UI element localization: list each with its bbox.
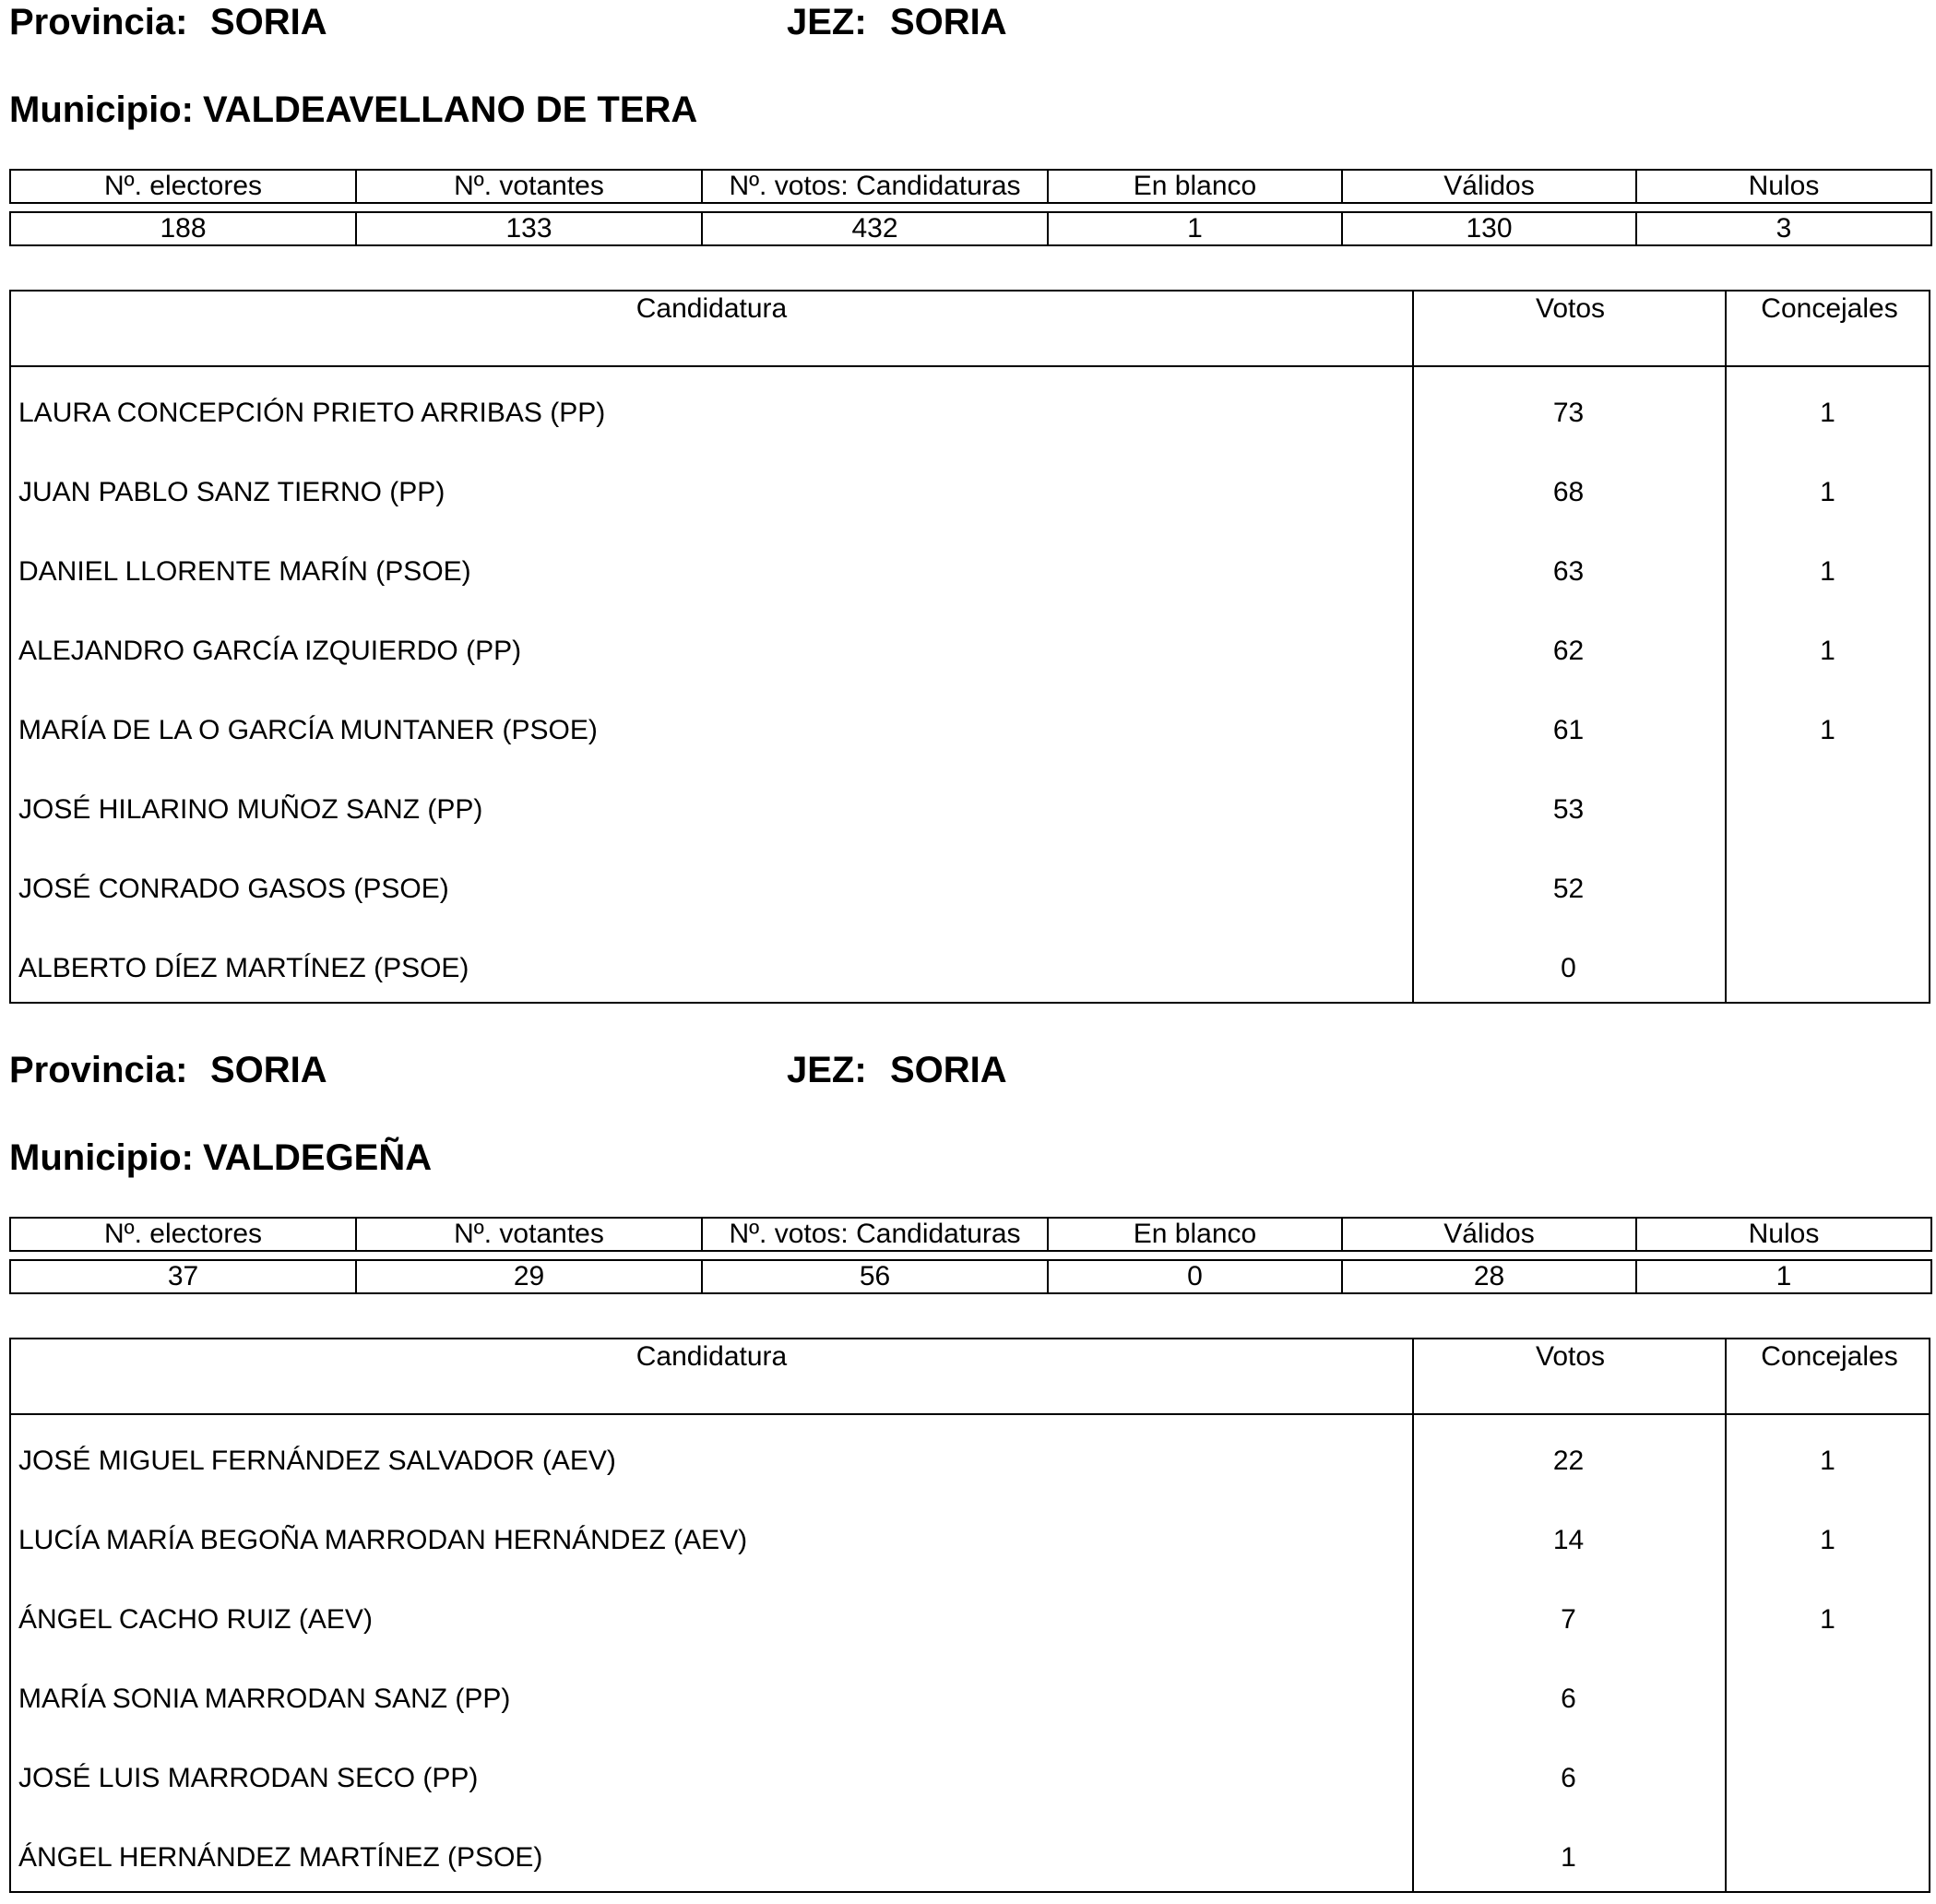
- candidate-row: [11, 367, 1929, 446]
- candidate-row: [11, 843, 1929, 922]
- column-divider: [1725, 367, 1727, 1002]
- candidate-concejales: 1: [1820, 715, 1835, 745]
- results-header-row: [11, 292, 1929, 367]
- candidate-name: JOSÉ MIGUEL FERNÁNDEZ SALVADOR (AEV): [18, 1446, 616, 1476]
- summary-value-cell: 37: [10, 1260, 356, 1293]
- candidate-name: DANIEL LLORENTE MARÍN (PSOE): [18, 556, 471, 587]
- summary-header-cell: Nº. votos: Candidaturas: [702, 170, 1048, 203]
- summary-value-cell: 3: [1636, 212, 1931, 245]
- candidate-name: JOSÉ LUIS MARRODAN SECO (PP): [18, 1763, 479, 1793]
- municipio-name: VALDEGEÑA: [202, 1137, 433, 1178]
- summary-header-cell: En blanco: [1048, 1218, 1342, 1251]
- summary-header-cell: Nº. votantes: [356, 1218, 702, 1251]
- candidate-concejales: 1: [1820, 477, 1835, 507]
- summary-header-cell: Válidos: [1342, 170, 1636, 203]
- jez-label: JEZ:: [787, 2, 867, 42]
- summary-value-cell: 56: [702, 1260, 1048, 1293]
- candidate-row: [11, 922, 1929, 1002]
- provincia-jez-line: [0, 1048, 1936, 1092]
- summary-value-cell: 432: [702, 212, 1048, 245]
- candidate-concejales: [1725, 1732, 1930, 1812]
- candidate-name: ÁNGEL HERNÁNDEZ MARTÍNEZ (PSOE): [18, 1842, 543, 1873]
- candidate-row: [11, 1653, 1929, 1732]
- candidate-concejales: [1725, 764, 1930, 843]
- candidate-concejales: [1725, 1812, 1930, 1891]
- candidate-concejales: 1: [1820, 1604, 1835, 1635]
- candidate-concejales: 1: [1820, 1446, 1835, 1476]
- candidate-concejales: [1725, 843, 1930, 922]
- provincia-value: SORIA: [210, 1050, 327, 1090]
- municipio-line: [9, 87, 697, 133]
- candidate-name: JOSÉ CONRADO GASOS (PSOE): [18, 874, 449, 904]
- summary-value-cell: 1: [1636, 1260, 1931, 1293]
- summary-header-cell: Nulos: [1636, 1218, 1931, 1251]
- summary-header-cell: Nº. votos: Candidaturas: [702, 1218, 1048, 1251]
- municipio-section: [0, 1048, 1936, 1894]
- results-table: [9, 290, 1930, 1004]
- candidate-row: [11, 1415, 1929, 1494]
- candidate-votes: 63: [1552, 556, 1585, 587]
- column-divider: [1412, 367, 1414, 1002]
- header-candidatura: Candidatura: [635, 293, 788, 324]
- candidate-concejales: [1725, 922, 1930, 1002]
- summary-value-cell: 0: [1048, 1260, 1342, 1293]
- summary-header-cell: En blanco: [1048, 170, 1342, 203]
- candidate-name: LUCÍA MARÍA BEGOÑA MARRODAN HERNÁNDEZ (AEV): [18, 1525, 748, 1555]
- candidate-votes: 7: [1561, 1604, 1576, 1635]
- candidate-name: ÁNGEL CACHO RUIZ (AEV): [18, 1604, 373, 1635]
- municipio-name: VALDEAVELLANO DE TERA: [202, 89, 698, 130]
- candidate-name: ALEJANDRO GARCÍA IZQUIERDO (PP): [18, 636, 522, 666]
- column-divider: [1725, 1415, 1727, 1891]
- header-concejales: Concejales: [1725, 1339, 1932, 1413]
- candidate-concejales: 1: [1820, 398, 1835, 428]
- candidate-votes: 1: [1561, 1842, 1576, 1873]
- header-votos: Votos: [1412, 1339, 1727, 1413]
- candidate-votes: 6: [1561, 1763, 1576, 1793]
- candidate-votes: 62: [1552, 636, 1585, 666]
- header-votos: Votos: [1412, 292, 1727, 365]
- candidate-row: [11, 1574, 1929, 1653]
- provincia-value: SORIA: [210, 2, 327, 42]
- municipio-label: Municipio:: [9, 1137, 194, 1178]
- header-concejales: Concejales: [1725, 292, 1932, 365]
- candidate-concejales: 1: [1820, 1525, 1835, 1555]
- candidate-row: [11, 764, 1929, 843]
- jez-label: JEZ:: [787, 1050, 867, 1090]
- summary-value-cell: 188: [10, 212, 356, 245]
- candidate-row: [11, 1494, 1929, 1574]
- summary-header-cell: Nº. votantes: [356, 170, 702, 203]
- candidate-votes: 73: [1552, 398, 1585, 428]
- municipio-label: Municipio:: [9, 89, 194, 130]
- candidate-votes: 53: [1552, 794, 1585, 825]
- summary-header-cell: Nulos: [1636, 170, 1931, 203]
- candidate-concejales: 1: [1820, 636, 1835, 666]
- summary-value-cell: 130: [1342, 212, 1636, 245]
- provincia-jez-line: [0, 0, 1936, 44]
- candidate-concejales: 1: [1820, 556, 1835, 587]
- summary-value-cell: 133: [356, 212, 702, 245]
- results-header-row: [11, 1339, 1929, 1415]
- candidate-name: JUAN PABLO SANZ TIERNO (PP): [18, 477, 445, 507]
- candidate-row: [11, 526, 1929, 605]
- candidate-votes: 68: [1552, 477, 1585, 507]
- summary-table: [9, 1217, 1932, 1294]
- summary-header-cell: Nº. electores: [10, 170, 356, 203]
- summary-table: [9, 169, 1932, 246]
- header-candidatura: Candidatura: [635, 1341, 788, 1372]
- summary-value-cell: 29: [356, 1260, 702, 1293]
- jez-value: SORIA: [890, 1050, 1007, 1090]
- candidate-row: [11, 446, 1929, 526]
- jez-value: SORIA: [890, 2, 1007, 42]
- summary-value-cell: 1: [1048, 212, 1342, 245]
- candidate-votes: 52: [1552, 874, 1585, 904]
- summary-header-row: [10, 1218, 1931, 1251]
- summary-header-cell: Nº. electores: [10, 1218, 356, 1251]
- candidate-name: MARÍA SONIA MARRODAN SANZ (PP): [18, 1684, 511, 1714]
- summary-value-cell: 28: [1342, 1260, 1636, 1293]
- results-table: [9, 1338, 1930, 1893]
- candidate-row: [11, 1812, 1929, 1891]
- column-divider: [1412, 1415, 1414, 1891]
- summary-header-row: [10, 170, 1931, 203]
- candidate-row: [11, 1732, 1929, 1812]
- candidate-row: [11, 605, 1929, 684]
- candidate-votes: 6: [1561, 1684, 1576, 1714]
- results-body: [11, 1415, 1929, 1891]
- candidate-name: JOSÉ HILARINO MUÑOZ SANZ (PP): [18, 794, 483, 825]
- provincia-label: Provincia:: [9, 1050, 188, 1090]
- results-body: [11, 367, 1929, 1002]
- candidate-name: MARÍA DE LA O GARCÍA MUNTANER (PSOE): [18, 715, 598, 745]
- candidate-votes: 0: [1561, 953, 1576, 983]
- summary-value-row: [10, 212, 1931, 245]
- candidate-concejales: [1725, 1653, 1930, 1732]
- municipio-line: [9, 1135, 432, 1181]
- candidate-votes: 61: [1552, 715, 1585, 745]
- candidate-name: ALBERTO DÍEZ MARTÍNEZ (PSOE): [18, 953, 469, 983]
- provincia-label: Provincia:: [9, 2, 188, 42]
- candidate-row: [11, 684, 1929, 764]
- candidate-votes: 22: [1552, 1446, 1585, 1476]
- summary-value-row: [10, 1260, 1931, 1293]
- candidate-name: LAURA CONCEPCIÓN PRIETO ARRIBAS (PP): [18, 398, 606, 428]
- candidate-votes: 14: [1552, 1525, 1585, 1555]
- summary-header-cell: Válidos: [1342, 1218, 1636, 1251]
